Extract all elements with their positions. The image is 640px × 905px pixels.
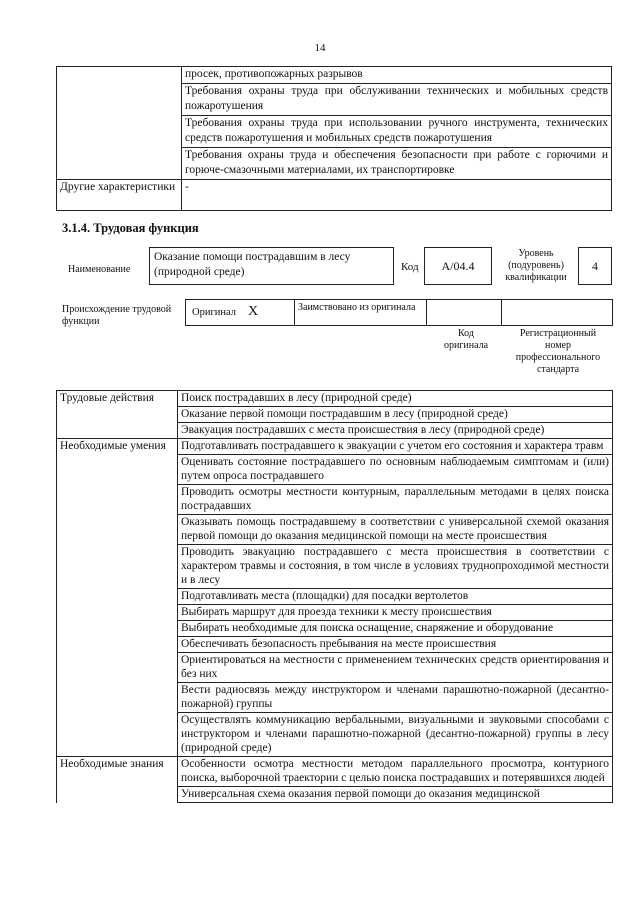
table-row: Вести радиосвязь между инструктором и членами парашютно-пожарной (десантно-пожарной) группы xyxy=(178,683,613,713)
skills-label: Необходимые умения xyxy=(57,439,178,757)
table-row: Поиск пострадавших в лесу (природной среде) xyxy=(178,391,613,407)
original-mark: X xyxy=(248,304,259,319)
function-name-box xyxy=(149,247,394,285)
original-code-cell xyxy=(426,300,502,325)
code-label: Код xyxy=(401,261,419,273)
borrowed-label: Заимствовано из оригинала xyxy=(298,302,416,313)
table-row: просек, противопожарных разрывов xyxy=(182,67,612,84)
labor-actions-label: Трудовые действия xyxy=(57,391,178,439)
table-row: Оценивать состояние пострадавшего по основным наблюдаемым симптомам и (или) путем опроса пострадавшего xyxy=(178,455,613,485)
table-row: Проводить осмотры местности контурным, параллельным методами в целях поиска пострадавших xyxy=(178,485,613,515)
table-row: Требования охраны труда при обслуживании технических и мобильных средств пожаротушения xyxy=(182,83,612,115)
table-row: Оказание первой помощи пострадавшим в лесу (природной среде) xyxy=(178,407,613,423)
table-row: Подготавливать места (площадки) для посадки вертолетов xyxy=(178,589,613,605)
registration-number-caption: Регистрационный номер профессионального стандарта xyxy=(515,328,601,375)
section-title: 3.1.4. Трудовая функция xyxy=(62,221,199,235)
code-value: A/04.4 xyxy=(441,259,475,273)
table-row: Требования охраны труда и обеспечения безопасности при работе с горючими и горюче-смазочными материалами, их транспортировке xyxy=(182,147,612,179)
origin-label: Происхождение трудовой функции xyxy=(62,304,172,327)
table-row: Требования охраны труда при использовании ручного инструмента, технических средств пожаротушения и мобильных средств пожаротушения xyxy=(182,115,612,147)
origin-row xyxy=(185,299,613,326)
table-row: Проводить эвакуацию пострадавшего с места происшествия в соответствии с характером травмы и состояния, в том числе в условиях труднопроходимой местности и в лесу xyxy=(178,545,613,589)
table-row: Особенности осмотра местности методом параллельного просмотра, контурного поиска, выборочной траектории с целью поиска пострадавших и потерявшихся людей xyxy=(178,757,613,787)
table-row: Выбирать необходимые для поиска оснащение, снаряжение и оборудование xyxy=(178,621,613,637)
table-row: Ориентироваться на местности с применением технических средств ориентирования и без них xyxy=(178,653,613,683)
name-label: Наименование xyxy=(68,264,131,275)
page-number: 14 xyxy=(314,42,326,54)
table-row: Обеспечивать безопасность пребывания на месте происшествия xyxy=(178,637,613,653)
table-row: Осуществлять коммуникацию вербальными, визуальными и звуковыми способами с инструктором и членами парашютно-пожарной (десантно-пожарной) группы в лесу (природной среде) xyxy=(178,713,613,757)
table-row: Универсальная схема оказания первой помощи до оказания медицинской xyxy=(178,787,613,803)
table-row: Оказывать помощь пострадавшему в соответствии с универсальной схемой оказания первой помощи до оказания медицинской помощи на месте происшествия xyxy=(178,515,613,545)
table-row: Выбирать маршрут для проезда техники к месту происшествия xyxy=(178,605,613,621)
knowledge-label: Необходимые знания xyxy=(57,757,178,803)
level-label: Уровень (подуровень) квалификации xyxy=(505,248,567,283)
level-value: 4 xyxy=(592,259,598,273)
other-characteristics-label: Другие характеристики xyxy=(57,179,182,210)
table-row: Подготавливать пострадавшего к эвакуации с учетом его состояния и характера травм xyxy=(178,439,613,455)
table-row: Эвакуация пострадавших с места происшествия в лесу (природной среде) xyxy=(178,423,613,439)
level-box xyxy=(578,247,612,285)
original-cell xyxy=(186,300,295,325)
function-name-value: Оказание помощи пострадавшим в лесу (природной среде) xyxy=(154,251,351,278)
original-code-caption: Код оригинала xyxy=(443,328,489,351)
code-box xyxy=(424,247,492,285)
labor-function-table xyxy=(56,390,613,803)
empty-label-cell xyxy=(57,67,182,180)
other-characteristics-value: - xyxy=(182,179,612,210)
characteristics-table xyxy=(56,66,612,211)
original-label: Оригинал xyxy=(192,307,236,318)
